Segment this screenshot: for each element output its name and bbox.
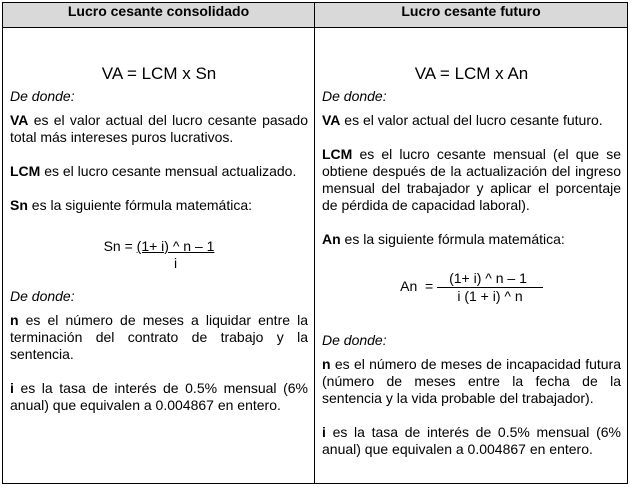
sn-text: es la siguiente fórmula matemática: — [27, 197, 252, 213]
sn-numerator: (1+ i) ^ n – 1 — [136, 238, 215, 254]
an-text: es la siguiente fórmula matemática: — [340, 231, 565, 247]
lcm-term: LCM — [10, 163, 41, 179]
header-lucro-consolidado: Lucro cesante consolidado — [3, 3, 315, 28]
n-definition — [10, 312, 308, 363]
an-formula — [322, 270, 621, 305]
lcm-text: es el lucro cesante mensual actualizado. — [40, 163, 297, 179]
header-row — [3, 3, 628, 28]
va-definition — [10, 112, 308, 146]
sn-lhs: Sn = — [103, 238, 137, 254]
sn-definition — [10, 197, 308, 214]
cell-lucro-futuro — [315, 28, 628, 484]
va-definition — [322, 112, 621, 129]
formula-va-lcm-an: VA = LCM x An — [414, 64, 529, 83]
va-term: VA — [322, 112, 341, 128]
an-numerator: (1+ i) ^ n – 1 — [437, 270, 543, 288]
n-term: n — [10, 312, 19, 328]
an-denominator: i (1 + i) ^ n — [457, 288, 523, 304]
an-term: An — [322, 231, 341, 247]
an-definition — [322, 231, 621, 248]
cell-lucro-consolidado — [3, 28, 315, 484]
n-definition — [322, 356, 621, 407]
lucro-cesante-table — [2, 2, 628, 484]
de-donde-label: De donde: — [322, 88, 387, 104]
lcm-text: es el lucro cesante mensual (el que se obtiene después de la actualización del ingreso mensual del trabajador y aplicar el porcentaje de pérdida de capacidad laboral). — [322, 146, 621, 213]
de-donde-label-2: De donde: — [322, 332, 387, 348]
i-text: es la tasa de interés de 0.5% mensual (6% anual) que equivalen a 0.004867 en entero. — [10, 380, 308, 413]
va-text: es el valor actual del lucro cesante pasado total más intereses puros lucrativos. — [10, 112, 308, 145]
an-lhs: An = — [400, 278, 438, 294]
i-term: i — [322, 424, 326, 440]
n-text: es el número de meses de incapacidad futura (número de meses entre la fecha de la sentencia y la vida probable del trabajador). — [322, 356, 621, 406]
sn-fraction — [137, 238, 215, 272]
lcm-term: LCM — [322, 146, 353, 162]
formula-va-lcm-sn: VA = LCM x Sn — [101, 64, 217, 83]
n-term: n — [322, 356, 331, 372]
i-definition — [322, 424, 621, 458]
de-donde-label-2: De donde: — [10, 288, 75, 304]
content-row — [3, 28, 628, 484]
sn-denominator: i — [173, 255, 178, 271]
lcm-definition — [322, 146, 621, 214]
lcm-definition — [10, 163, 308, 180]
i-term: i — [10, 380, 14, 396]
sn-formula — [10, 238, 308, 272]
header-lucro-futuro: Lucro cesante futuro — [315, 3, 628, 28]
sn-term: Sn — [10, 197, 28, 213]
n-text: es el número de meses a liquidar entre la terminación del contrato de trabajo y la sentencia. — [10, 312, 308, 362]
va-term: VA — [10, 112, 29, 128]
de-donde-label: De donde: — [10, 88, 75, 104]
va-text: es el valor actual del lucro cesante futuro. — [340, 112, 603, 128]
i-text: es la tasa de interés de 0.5% mensual (6% anual) que equivalen a 0.004867 en entero. — [322, 424, 621, 457]
an-fraction — [437, 270, 543, 305]
i-definition — [10, 380, 308, 414]
